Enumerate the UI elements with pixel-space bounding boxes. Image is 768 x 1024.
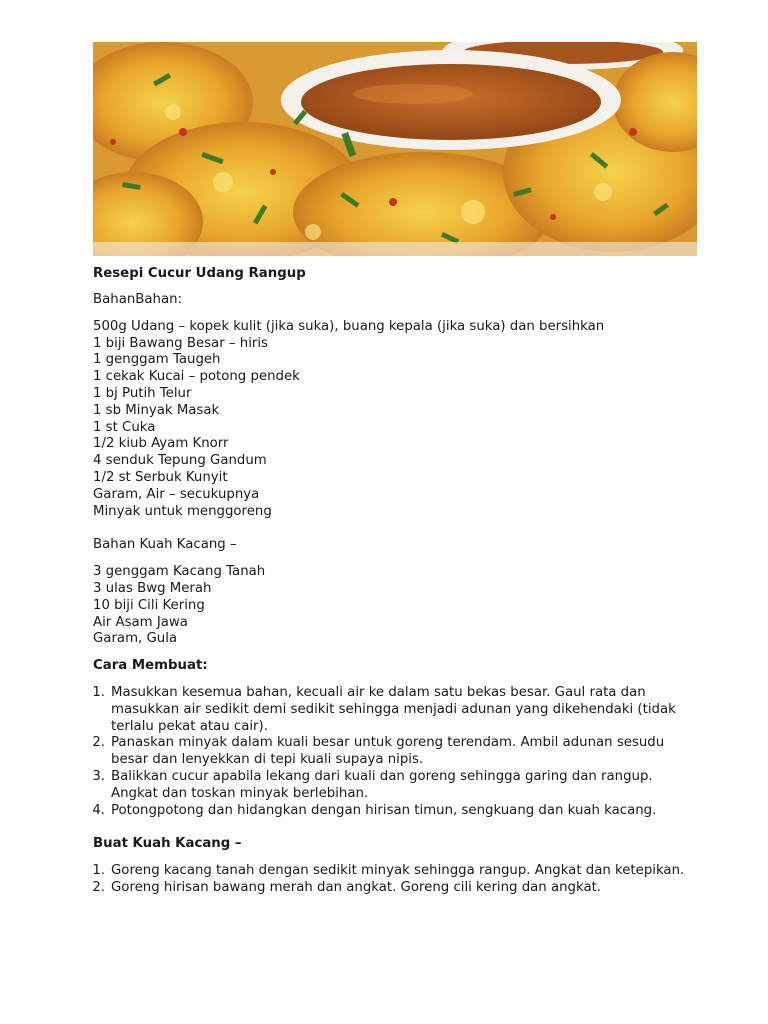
ingredient-item: 1 genggam Taugeh <box>93 352 221 368</box>
ingredient-item: 1 sb Minyak Masak <box>93 402 220 418</box>
method-heading: Cara Membuat: <box>93 658 208 674</box>
sauce-method-steps <box>93 863 693 897</box>
ingredient-item: 1 st Cuka <box>93 419 156 435</box>
ingredients-heading: BahanBahan: <box>93 292 183 307</box>
ingredient-item: 1 biji Bawang Besar – hiris <box>93 335 268 351</box>
method-step: 1. Masukkan kesemua bahan, kecuali air ke dalam satu bekas besar. Gaul rata dan masukkan air sedikit demi sedikit sehingga menjadi adunan yang dikehendaki (tidak terlalu pekat atau cair). <box>92 684 676 734</box>
method-step: 2. Panaskan minyak dalam kuali besar untuk goreng terendam. Ambil adunan sesudu besar dan lenyekkan di tepi kuali supaya nipis. <box>92 735 665 768</box>
ingredient-item: Garam, Air – secukupnya <box>93 486 260 502</box>
method-step: 3. Balikkan cucur apabila lekang dari kuali dan goreng sehingga garing dan rangup. Angkat dan toskan minyak berlebihan. <box>92 768 653 801</box>
recipe-title: Resepi Cucur Udang Rangup <box>93 266 306 281</box>
sauce-ingredients-list <box>93 564 693 648</box>
sauce-method-step: 1. Goreng kacang tanah dengan sedikit minyak sehingga rangup. Angkat dan ketepikan. <box>92 863 685 879</box>
ingredient-item: 500g Udang – kopek kulit (jika suka), buang kepala (jika suka) dan bersihkan <box>93 318 605 334</box>
recipe-photo <box>93 42 697 256</box>
ingredient-item: 1 cekak Kucai – potong pendek <box>93 369 300 385</box>
ingredient-item: Minyak untuk menggoreng <box>93 503 272 519</box>
sauce-ingredients-heading: Bahan Kuah Kacang – <box>93 537 237 553</box>
sauce-ingredient-item: Air Asam Jawa <box>93 614 188 630</box>
sauce-ingredient-item: Garam, Gula <box>93 631 178 647</box>
sauce-ingredient-item: 3 ulas Bwg Merah <box>93 580 212 596</box>
ingredient-item: 1/2 st Serbuk Kunyit <box>93 469 228 485</box>
recipe-content <box>93 263 693 897</box>
method-step: 4. Potongpotong dan hidangkan dengan hirisan timun, sengkuang dan kuah kacang. <box>92 802 657 818</box>
method-steps <box>93 685 693 819</box>
ingredient-item: 1/2 kiub Ayam Knorr <box>93 436 229 452</box>
sauce-method-step: 2. Goreng hirisan bawang merah dan angkat. Goreng cili kering dan angkat. <box>92 879 602 895</box>
sauce-ingredient-item: 3 genggam Kacang Tanah <box>93 564 266 580</box>
sauce-method-heading: Buat Kuah Kacang – <box>93 836 242 852</box>
ingredients-list <box>93 319 693 521</box>
sauce-ingredient-item: 10 biji Cili Kering <box>93 597 205 613</box>
ingredient-item: 1 bj Putih Telur <box>93 385 192 401</box>
ingredient-item: 4 senduk Tepung Gandum <box>93 453 267 469</box>
